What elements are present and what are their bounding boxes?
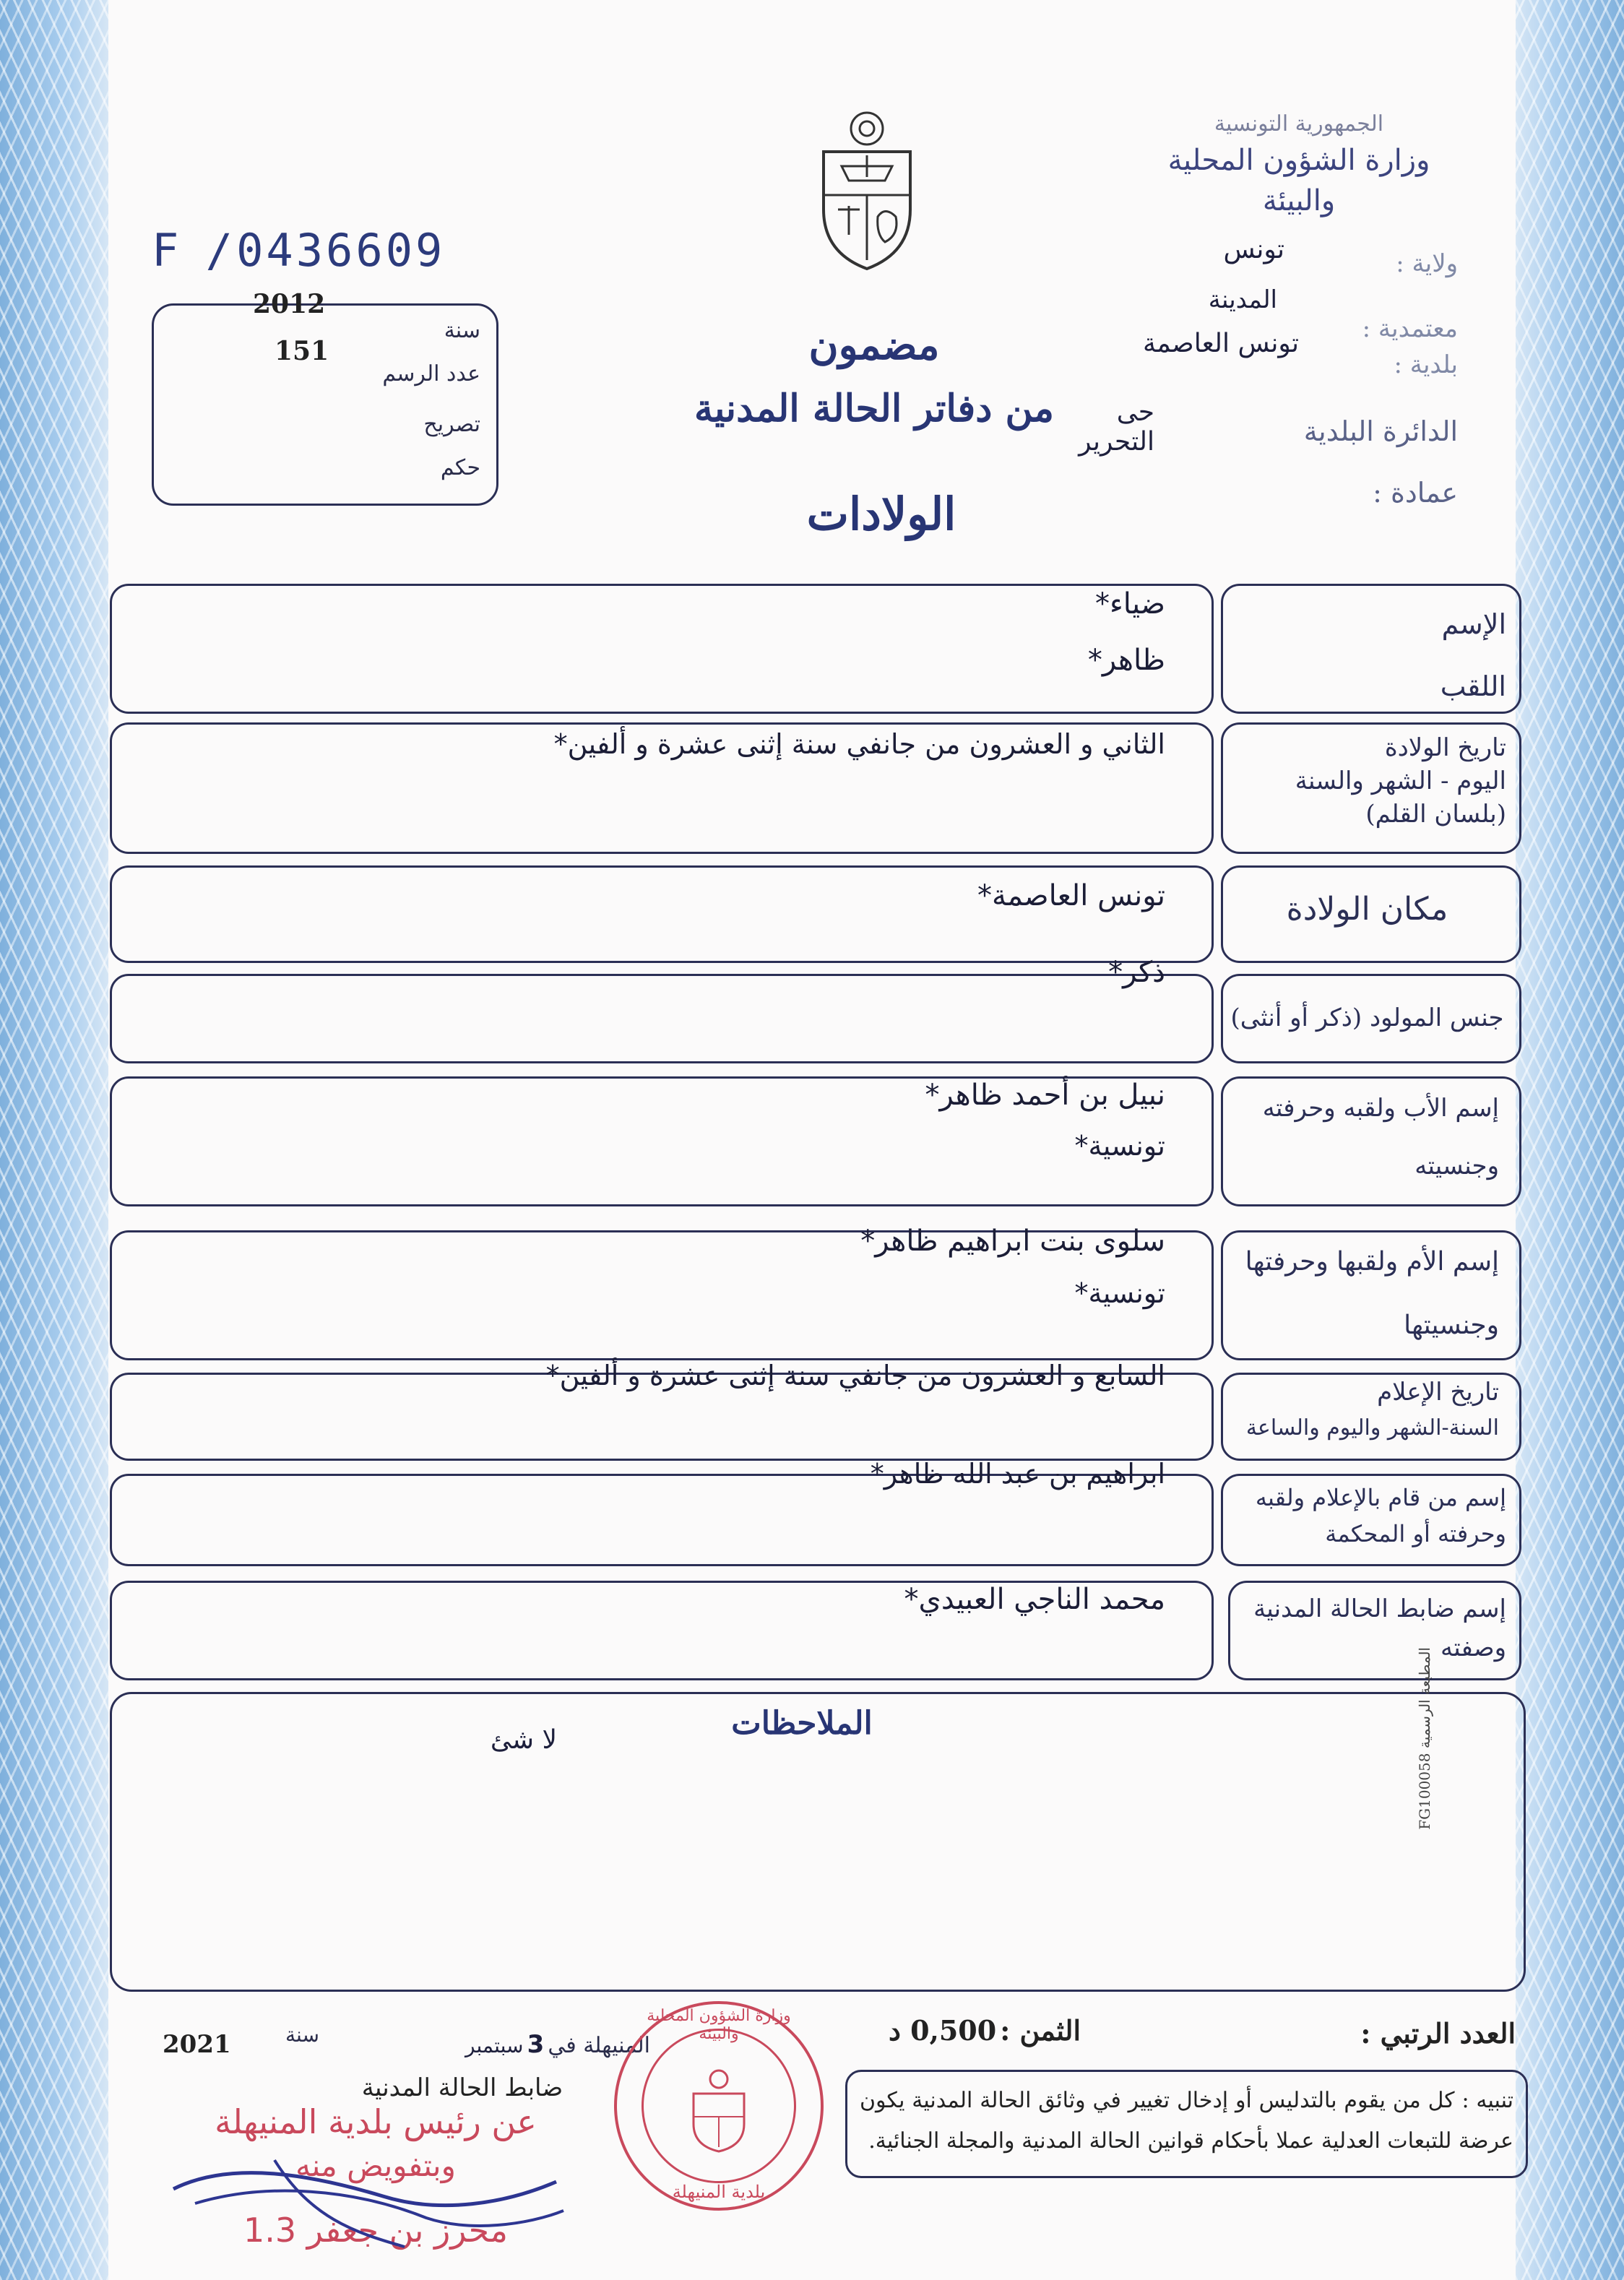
- row-declaration-date-sub: السنة-الشهر واليوم والساعة: [1245, 1415, 1499, 1441]
- signature-icon: [166, 2131, 571, 2254]
- officer-stamp-line1: عن رئيس بلدية المنيهلة: [215, 2102, 537, 2141]
- footer-year-value: 2021: [163, 2030, 231, 2059]
- remarks-label: الملاحظات: [731, 1705, 873, 1742]
- municipality-label: بلدية :: [1394, 350, 1458, 379]
- municipality-value: تونس العاصمة: [1143, 329, 1299, 358]
- side-print-mark: المطبعة الرسمية FG100058: [1416, 1647, 1433, 1830]
- delegation-label: معتمدية :: [1362, 314, 1458, 343]
- row-officer-label-2: وصفته: [1441, 1633, 1506, 1662]
- coat-of-arms-icon: [813, 108, 921, 271]
- republic-header: الجمهورية التونسية: [1214, 111, 1384, 137]
- security-border-left: [0, 0, 108, 2280]
- footer-serial-label: العدد الرتبي :: [1360, 2017, 1516, 2050]
- footer-year-label: سنة: [285, 2023, 319, 2047]
- title-line2: من دفاتر الحالة المدنية: [694, 387, 1054, 431]
- row-father-label-2: وجنسيته: [1414, 1152, 1499, 1180]
- row-mother-value: سلوى بنت ابراهيم ظاهر*: [860, 1225, 1165, 1258]
- delegation-value: المدينة: [1208, 285, 1277, 314]
- row-birthplace-label: مكان الولادة: [1286, 891, 1448, 928]
- wilaya-label: ولاية :: [1396, 249, 1458, 278]
- footer-price-value: 0,500 د: [889, 2014, 997, 2047]
- footer-price-label: الثمن :: [1000, 2014, 1081, 2047]
- serial-number: F / 0436609: [152, 224, 446, 277]
- officer-stamp-line3: محرز بن جعفر 1.3: [243, 2211, 509, 2250]
- row-declarant-label-2: وحرفته أو المحكمة: [1325, 1520, 1506, 1547]
- row-gender-value-box: [110, 974, 1214, 1063]
- ministry-line2: والبيئة: [1262, 184, 1336, 217]
- district-value: حى التحرير: [1079, 397, 1154, 457]
- row-surname-label: اللقب: [1440, 670, 1506, 702]
- footer-place: المنيهلة في: [548, 2033, 650, 2058]
- register-judgment-label: حكم: [440, 455, 480, 480]
- register-declaration-label: تصريح: [423, 412, 480, 437]
- round-stamp-bottom-text: بلدية المنيهلة: [672, 2182, 766, 2202]
- row-birthplace-value: تونس العاصمة*: [977, 879, 1165, 912]
- row-surname-value: ظاهر*: [1087, 644, 1165, 677]
- security-border-right: [1516, 0, 1624, 2280]
- round-stamp-emblem-icon: [686, 2066, 751, 2153]
- footer-month: سبتمبر: [465, 2034, 524, 2057]
- register-record-label: عدد الرسم: [382, 361, 480, 387]
- row-gender-label: جنس المولود (ذكر أو أنثى): [1230, 1003, 1504, 1032]
- register-year-value: 2012: [253, 289, 326, 319]
- row-declarant-value: ابراهيم بن عبد الله ظاهر*: [870, 1458, 1165, 1490]
- warning-text: تنبيه : كل من يقوم بالتدليس أو إدخال تغيير في وثائق الحالة المدنية يكون عرضة للتبعات العدلية عملا بأحكام قوانين الحالة المدنية والمجلة الجنائية.: [860, 2088, 1513, 2154]
- row-birthdate-sub: اليوم - الشهر والسنة: [1295, 767, 1506, 795]
- row-officer-label: إسم ضابط الحالة المدنية: [1253, 1594, 1506, 1623]
- row-declaration-date-value: السابع و العشرون من جانفي سنة إثنى عشرة و ألفين*: [545, 1360, 1165, 1391]
- row-mother-label: إسم الأم ولقبها وحرفتها: [1245, 1247, 1499, 1277]
- title-line1: مضمون: [808, 321, 940, 369]
- district-label: الدائرة البلدية: [1303, 415, 1458, 447]
- row-officer-value: محمد الناجي العبيدي*: [904, 1583, 1165, 1616]
- row-father-nationality: تونسية*: [1074, 1130, 1165, 1162]
- section-title: الولادات: [806, 488, 956, 540]
- row-birthdate-note: (بلسان القلم): [1365, 800, 1506, 829]
- row-name-label: الإسم: [1441, 608, 1506, 640]
- row-declaration-date-label: تاريخ الإعلام: [1377, 1378, 1499, 1407]
- row-mother-label-2: وجنسيتها: [1404, 1310, 1499, 1340]
- omda-label: عمادة :: [1373, 477, 1458, 509]
- row-declarant-label: إسم من قام بالإعلام ولقبه: [1255, 1484, 1506, 1511]
- row-name-value-box: [110, 584, 1214, 714]
- footer-officer-title: ضابط الحالة المدنية: [361, 2073, 563, 2102]
- ministry-line1: وزارة الشؤون المحلية: [1167, 144, 1430, 177]
- officer-stamp-line2: وبتفويض منه: [295, 2148, 456, 2183]
- row-father-label: إسم الأب ولقبه وحرفته: [1262, 1094, 1499, 1123]
- remarks-value: لا شئ: [490, 1725, 558, 1755]
- footer-day: 3: [527, 2030, 545, 2059]
- row-mother-nationality: تونسية*: [1074, 1277, 1165, 1309]
- row-birthdate-value: الثاني و العشرون من جانفي سنة إثنى عشرة و ألفين*: [553, 728, 1165, 760]
- row-father-value: نبيل بن أحمد ظاهر*: [925, 1079, 1165, 1112]
- round-stamp-top-text: وزارة الشؤون المحلية والبيئة: [647, 2007, 791, 2043]
- row-gender-value: ذكر*: [1108, 956, 1165, 989]
- register-year-label: سنة: [444, 318, 480, 343]
- row-birthdate-label: تاريخ الولادة: [1384, 733, 1506, 762]
- wilaya-value: تونس: [1223, 235, 1284, 264]
- row-name-value: ضياء*: [1094, 587, 1165, 621]
- register-record-value: 151: [275, 336, 329, 366]
